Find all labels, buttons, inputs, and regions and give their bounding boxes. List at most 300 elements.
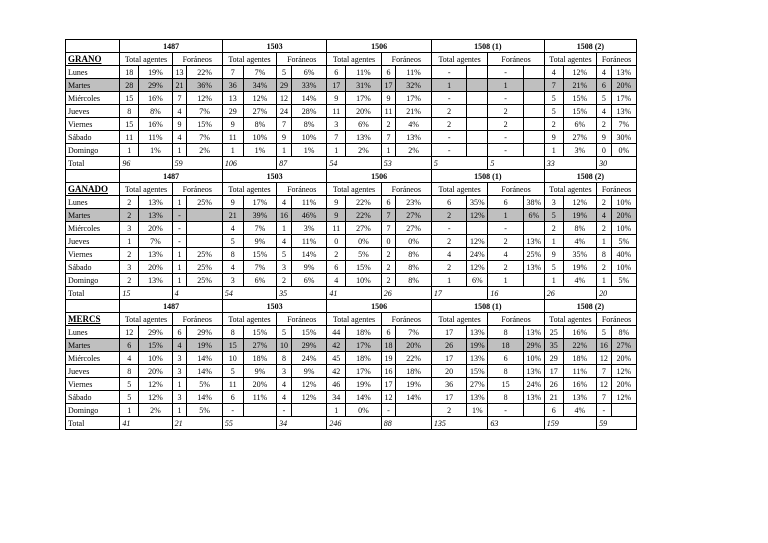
foraneos-value: 2: [597, 196, 612, 209]
foraneos-pct: [523, 144, 544, 157]
foraneos-pct: 4%: [396, 118, 432, 131]
foraneos-pct: 28%: [291, 105, 327, 118]
foraneos-value: 7: [172, 92, 187, 105]
table-row: [66, 131, 637, 144]
period-label: 1503: [222, 300, 327, 313]
foraneos-pct: 15%: [291, 326, 327, 339]
total-agentes-pct: 1%: [243, 144, 276, 157]
total-agentes-pct: [467, 66, 488, 79]
foraneos-value: -: [172, 222, 187, 235]
foraneos-pct: 19%: [187, 339, 223, 352]
total-agentes-value: 35: [544, 339, 563, 352]
total-agentes-pct: 9%: [243, 365, 276, 378]
foraneos-value: -: [172, 235, 187, 248]
table-row: [66, 391, 637, 404]
total-agentes-value: 2: [120, 196, 139, 209]
foraneos-pct: 8%: [291, 118, 327, 131]
total-agentes-pct: 0%: [346, 404, 382, 417]
weekday-market-table: [65, 39, 637, 430]
total-agentes-value: -: [431, 131, 467, 144]
total-agentes-pct: 10%: [139, 352, 172, 365]
total-agentes-pct: 22%: [563, 339, 596, 352]
foraneos-pct: 9%: [291, 261, 327, 274]
total-agentes-pct: [467, 118, 488, 131]
total-agentes-value: 6: [327, 261, 346, 274]
total-agentes-pct: 0%: [346, 235, 382, 248]
total-agentes-value: 5: [222, 235, 243, 248]
total-agentes-pct: 11%: [139, 131, 172, 144]
total-agentes-pct: 20%: [139, 365, 172, 378]
total-agentes-header: Total agentes: [222, 53, 276, 66]
total-agentes-value: 1: [222, 144, 243, 157]
total-agentes-value: 7: [544, 79, 563, 92]
foraneos-pct: 8%: [396, 261, 432, 274]
foraneos-value: 3: [277, 365, 292, 378]
total-agentes-header: Total agentes: [431, 313, 487, 326]
foraneos-header: Foráneos: [597, 53, 637, 66]
foraneos-value: 12: [597, 352, 612, 365]
total-agentes-sum: 5: [431, 157, 487, 170]
table-row: [66, 352, 637, 365]
foraneos-value: 2: [381, 248, 396, 261]
foraneos-value: -: [488, 66, 524, 79]
total-agentes-pct: 31%: [346, 79, 382, 92]
total-agentes-pct: [467, 144, 488, 157]
foraneos-value: 0: [381, 235, 396, 248]
total-agentes-value: 1: [544, 144, 563, 157]
total-agentes-value: 8: [120, 105, 139, 118]
total-agentes-value: 8: [222, 326, 243, 339]
foraneos-pct: 33%: [291, 79, 327, 92]
foraneos-header: Foráneos: [597, 313, 637, 326]
total-agentes-pct: [467, 222, 488, 235]
table-row: [66, 248, 637, 261]
day-label: Domingo: [66, 144, 120, 157]
table-row: [66, 339, 637, 352]
foraneos-pct: 10%: [611, 196, 636, 209]
foraneos-header: Foráneos: [597, 183, 637, 196]
foraneos-pct: 13%: [523, 261, 544, 274]
foraneos-pct: 15%: [187, 118, 223, 131]
foraneos-pct: 13%: [523, 326, 544, 339]
total-agentes-sum: 54: [222, 287, 276, 300]
period-label: 1506: [327, 300, 432, 313]
foraneos-value: -: [277, 404, 292, 417]
total-agentes-header: Total agentes: [431, 53, 487, 66]
total-agentes-pct: 7%: [243, 66, 276, 79]
foraneos-value: 18: [488, 339, 524, 352]
foraneos-pct: 2%: [396, 144, 432, 157]
foraneos-pct: 20%: [611, 79, 636, 92]
total-agentes-value: 2: [120, 248, 139, 261]
foraneos-pct: 5%: [187, 378, 223, 391]
foraneos-pct: 0%: [396, 235, 432, 248]
total-agentes-pct: 15%: [243, 326, 276, 339]
foraneos-pct: [187, 209, 223, 222]
table-row: [66, 261, 637, 274]
total-agentes-pct: 11%: [346, 66, 382, 79]
total-agentes-value: 42: [327, 365, 346, 378]
period-header-row: [66, 170, 637, 183]
foraneos-value: 4: [488, 248, 524, 261]
foraneos-pct: 12%: [611, 365, 636, 378]
foraneos-pct: 10%: [291, 131, 327, 144]
foraneos-pct: 11%: [396, 66, 432, 79]
period-label: 1503: [222, 40, 327, 53]
total-agentes-header: Total agentes: [327, 183, 381, 196]
total-agentes-value: 7: [327, 131, 346, 144]
total-agentes-pct: 16%: [563, 378, 596, 391]
table-row: [66, 378, 637, 391]
period-label: 1508 (2): [544, 170, 636, 183]
total-agentes-pct: 14%: [346, 391, 382, 404]
foraneos-value: 17: [381, 79, 396, 92]
foraneos-pct: 20%: [611, 378, 636, 391]
total-agentes-pct: 5%: [346, 248, 382, 261]
total-agentes-pct: 18%: [243, 352, 276, 365]
day-label: Sábado: [66, 261, 120, 274]
foraneos-sum: 59: [172, 157, 222, 170]
foraneos-value: 1: [172, 261, 187, 274]
foraneos-pct: 0%: [611, 144, 636, 157]
table-row: [66, 92, 637, 105]
total-agentes-pct: 13%: [139, 248, 172, 261]
total-agentes-value: 1: [431, 274, 467, 287]
foraneos-value: 4: [597, 209, 612, 222]
foraneos-pct: 20%: [611, 352, 636, 365]
total-agentes-value: 2: [431, 105, 467, 118]
section-title: GANADO: [66, 183, 120, 196]
total-agentes-value: 15: [120, 118, 139, 131]
total-agentes-value: 2: [120, 209, 139, 222]
total-agentes-value: 4: [120, 352, 139, 365]
foraneos-value: 4: [277, 196, 292, 209]
foraneos-value: 3: [172, 365, 187, 378]
foraneos-value: 5: [277, 326, 292, 339]
total-agentes-header: Total agentes: [431, 183, 487, 196]
total-agentes-value: 17: [544, 365, 563, 378]
total-agentes-value: 3: [544, 196, 563, 209]
foraneos-value: -: [172, 209, 187, 222]
foraneos-value: 13: [172, 66, 187, 79]
total-agentes-pct: 19%: [467, 339, 488, 352]
total-agentes-value: 25: [544, 326, 563, 339]
total-agentes-pct: 17%: [243, 196, 276, 209]
foraneos-value: 8: [488, 365, 524, 378]
total-agentes-value: 5: [222, 365, 243, 378]
total-agentes-value: 26: [431, 339, 467, 352]
total-agentes-pct: 12%: [467, 261, 488, 274]
total-agentes-pct: 16%: [139, 118, 172, 131]
total-agentes-value: 29: [544, 352, 563, 365]
total-agentes-pct: 16%: [139, 92, 172, 105]
day-label: Jueves: [66, 235, 120, 248]
total-agentes-pct: 20%: [139, 261, 172, 274]
total-agentes-pct: 17%: [346, 339, 382, 352]
total-agentes-pct: 12%: [563, 66, 596, 79]
total-agentes-pct: 29%: [139, 79, 172, 92]
foraneos-value: 6: [381, 326, 396, 339]
total-agentes-value: 26: [544, 378, 563, 391]
foraneos-value: 4: [172, 105, 187, 118]
foraneos-value: -: [488, 222, 524, 235]
foraneos-pct: 7%: [396, 326, 432, 339]
total-agentes-header: Total agentes: [544, 53, 596, 66]
foraneos-value: 1: [488, 274, 524, 287]
foraneos-value: -: [488, 404, 524, 417]
total-agentes-pct: 20%: [346, 105, 382, 118]
foraneos-pct: [523, 274, 544, 287]
foraneos-value: 4: [277, 378, 292, 391]
total-agentes-pct: 27%: [467, 378, 488, 391]
foraneos-value: 2: [381, 274, 396, 287]
total-agentes-pct: [467, 105, 488, 118]
total-agentes-pct: 7%: [243, 222, 276, 235]
foraneos-value: 1: [172, 196, 187, 209]
foraneos-pct: 13%: [523, 365, 544, 378]
day-label: Miércoles: [66, 222, 120, 235]
total-agentes-sum: 96: [120, 157, 172, 170]
foraneos-pct: 25%: [187, 274, 223, 287]
total-agentes-value: 2: [327, 248, 346, 261]
day-label: Miércoles: [66, 92, 120, 105]
foraneos-pct: 14%: [291, 92, 327, 105]
foraneos-value: 16: [597, 339, 612, 352]
total-agentes-value: 36: [222, 79, 243, 92]
total-label: Total: [66, 287, 120, 300]
total-agentes-pct: 13%: [563, 391, 596, 404]
foraneos-value: 8: [488, 326, 524, 339]
foraneos-value: 8: [488, 391, 524, 404]
foraneos-value: -: [597, 404, 612, 417]
foraneos-pct: 13%: [396, 131, 432, 144]
total-agentes-pct: 13%: [139, 196, 172, 209]
total-agentes-pct: 7%: [243, 261, 276, 274]
total-agentes-pct: 4%: [563, 274, 596, 287]
total-agentes-pct: 27%: [243, 105, 276, 118]
foraneos-value: 9: [172, 118, 187, 131]
foraneos-value: 5: [597, 92, 612, 105]
foraneos-value: 2: [488, 118, 524, 131]
foraneos-value: 9: [597, 131, 612, 144]
total-agentes-sum: 159: [544, 417, 596, 430]
total-agentes-pct: [467, 131, 488, 144]
total-agentes-value: 1: [431, 79, 467, 92]
total-agentes-pct: 19%: [563, 209, 596, 222]
total-agentes-pct: 1%: [467, 404, 488, 417]
total-agentes-pct: 8%: [563, 222, 596, 235]
foraneos-pct: [611, 404, 636, 417]
total-agentes-value: 11: [120, 131, 139, 144]
total-agentes-pct: 15%: [467, 365, 488, 378]
foraneos-pct: 38%: [523, 196, 544, 209]
foraneos-pct: 22%: [187, 66, 223, 79]
foraneos-header: Foráneos: [381, 313, 431, 326]
total-agentes-pct: 17%: [346, 92, 382, 105]
total-agentes-value: 18: [120, 66, 139, 79]
foraneos-sum: 59: [597, 417, 637, 430]
foraneos-pct: [396, 404, 432, 417]
foraneos-value: 2: [381, 261, 396, 274]
total-agentes-pct: 21%: [563, 79, 596, 92]
total-agentes-pct: 27%: [346, 222, 382, 235]
day-label: Lunes: [66, 326, 120, 339]
foraneos-pct: 6%: [291, 66, 327, 79]
day-label: Martes: [66, 339, 120, 352]
total-label: Total: [66, 417, 120, 430]
foraneos-value: -: [488, 131, 524, 144]
total-agentes-pct: 16%: [563, 326, 596, 339]
foraneos-pct: 13%: [523, 391, 544, 404]
total-agentes-value: 5: [544, 261, 563, 274]
total-agentes-header: Total agentes: [544, 183, 596, 196]
table-row: [66, 274, 637, 287]
foraneos-pct: 46%: [291, 209, 327, 222]
total-agentes-pct: 19%: [346, 378, 382, 391]
foraneos-header: Foráneos: [381, 53, 431, 66]
table-body: [66, 40, 637, 430]
total-agentes-value: 17: [431, 352, 467, 365]
total-agentes-pct: [243, 404, 276, 417]
foraneos-value: 2: [597, 222, 612, 235]
foraneos-value: 6: [381, 66, 396, 79]
period-label: 1508 (1): [431, 40, 544, 53]
foraneos-pct: [523, 131, 544, 144]
column-header-row: [66, 313, 637, 326]
foraneos-value: 12: [277, 92, 292, 105]
foraneos-value: 6: [381, 196, 396, 209]
foraneos-value: 1: [597, 274, 612, 287]
foraneos-value: 1: [172, 248, 187, 261]
total-agentes-value: 6: [222, 391, 243, 404]
total-agentes-pct: 13%: [467, 352, 488, 365]
day-label: Domingo: [66, 274, 120, 287]
total-agentes-value: 9: [222, 196, 243, 209]
total-agentes-pct: 8%: [243, 118, 276, 131]
total-agentes-value: 1: [544, 235, 563, 248]
foraneos-pct: [523, 222, 544, 235]
foraneos-value: 2: [597, 118, 612, 131]
foraneos-pct: 6%: [291, 274, 327, 287]
total-agentes-sum: 55: [222, 417, 276, 430]
foraneos-pct: 17%: [611, 92, 636, 105]
table-row: [66, 326, 637, 339]
total-agentes-sum: 54: [327, 157, 381, 170]
foraneos-value: 9: [381, 92, 396, 105]
total-agentes-value: 3: [120, 261, 139, 274]
total-agentes-pct: 12%: [139, 391, 172, 404]
foraneos-pct: 11%: [291, 196, 327, 209]
foraneos-sum: 5: [488, 157, 544, 170]
foraneos-pct: 27%: [396, 209, 432, 222]
total-agentes-sum: 135: [431, 417, 487, 430]
total-agentes-pct: 39%: [243, 209, 276, 222]
total-agentes-header: Total agentes: [120, 313, 172, 326]
table-row: [66, 404, 637, 417]
foraneos-sum: 21: [172, 417, 222, 430]
total-agentes-pct: 10%: [243, 131, 276, 144]
foraneos-value: 3: [172, 391, 187, 404]
foraneos-value: 4: [277, 235, 292, 248]
total-agentes-pct: 24%: [467, 248, 488, 261]
foraneos-pct: 14%: [187, 391, 223, 404]
foraneos-pct: 5%: [611, 274, 636, 287]
foraneos-value: 1: [172, 274, 187, 287]
foraneos-pct: 2%: [187, 144, 223, 157]
foraneos-pct: 13%: [523, 235, 544, 248]
day-label: Viernes: [66, 248, 120, 261]
table-row: [66, 79, 637, 92]
foraneos-pct: 1%: [291, 144, 327, 157]
total-agentes-value: 36: [431, 378, 467, 391]
total-agentes-value: 7: [222, 66, 243, 79]
total-agentes-pct: 2%: [139, 404, 172, 417]
total-agentes-pct: 13%: [139, 274, 172, 287]
total-agentes-pct: 13%: [139, 209, 172, 222]
foraneos-pct: 25%: [187, 196, 223, 209]
foraneos-pct: 7%: [611, 118, 636, 131]
total-agentes-value: 1: [544, 274, 563, 287]
foraneos-pct: 40%: [611, 248, 636, 261]
foraneos-pct: 17%: [396, 92, 432, 105]
total-agentes-pct: 11%: [243, 391, 276, 404]
total-agentes-pct: 20%: [243, 378, 276, 391]
foraneos-value: 12: [597, 378, 612, 391]
total-agentes-value: 9: [327, 209, 346, 222]
total-agentes-header: Total agentes: [222, 183, 276, 196]
total-agentes-value: 17: [431, 391, 467, 404]
total-agentes-value: 2: [431, 235, 467, 248]
foraneos-pct: 12%: [291, 378, 327, 391]
foraneos-pct: [523, 66, 544, 79]
foraneos-header: Foráneos: [381, 183, 431, 196]
total-agentes-value: 4: [327, 274, 346, 287]
total-agentes-value: 11: [222, 131, 243, 144]
total-agentes-pct: 15%: [243, 248, 276, 261]
total-agentes-value: 17: [431, 326, 467, 339]
table-row: [66, 105, 637, 118]
foraneos-sum: 26: [381, 287, 431, 300]
foraneos-sum: 30: [597, 157, 637, 170]
total-agentes-pct: [467, 92, 488, 105]
foraneos-sum: 63: [488, 417, 544, 430]
foraneos-value: 7: [597, 365, 612, 378]
foraneos-value: 24: [277, 105, 292, 118]
total-agentes-pct: 35%: [467, 196, 488, 209]
foraneos-pct: 7%: [187, 131, 223, 144]
foraneos-header: Foráneos: [488, 183, 544, 196]
total-agentes-value: 8: [120, 365, 139, 378]
period-label: 1506: [327, 170, 432, 183]
foraneos-pct: 29%: [291, 339, 327, 352]
total-agentes-value: 12: [120, 326, 139, 339]
total-agentes-pct: 17%: [346, 365, 382, 378]
total-agentes-sum: 17: [431, 287, 487, 300]
total-agentes-value: 45: [327, 352, 346, 365]
total-agentes-value: 20: [431, 365, 467, 378]
foraneos-value: 3: [172, 352, 187, 365]
total-agentes-value: 15: [222, 339, 243, 352]
table-row: [66, 66, 637, 79]
total-agentes-value: 5: [544, 209, 563, 222]
day-label: Jueves: [66, 105, 120, 118]
day-label: Lunes: [66, 66, 120, 79]
total-agentes-value: 28: [120, 79, 139, 92]
total-agentes-pct: 27%: [243, 339, 276, 352]
total-agentes-value: 1: [120, 404, 139, 417]
foraneos-pct: [523, 105, 544, 118]
total-agentes-header: Total agentes: [544, 313, 596, 326]
